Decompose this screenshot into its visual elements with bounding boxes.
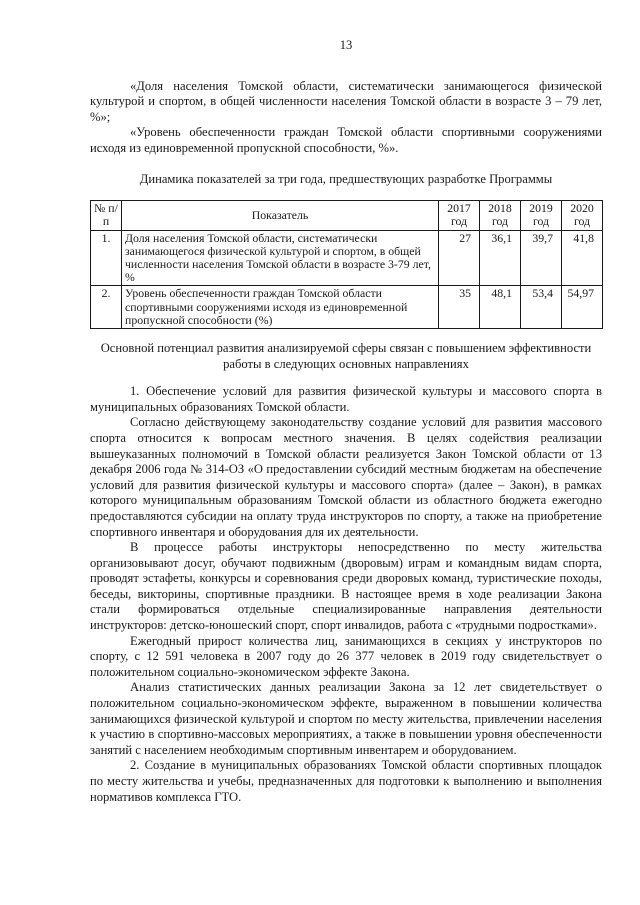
row-2-2018: 48,1 [480, 286, 521, 329]
header-2020: 2020 год [562, 201, 603, 230]
table-row [91, 286, 603, 329]
table-row [91, 230, 603, 286]
header-num: № п/п [91, 201, 122, 230]
paragraph-legislation: Согласно действующему законодательству создание условий для развития массового спорта относится к вопросам местного значения. В целях содействия реализации вышеуказанных полномочий в Томской области реализуется Закон Томской области от 13 декабря 2006 года № 314-ОЗ «О предоставлении субсидий местным бюджетам на обеспечение условий для развития физической культуры и массового спорта» (далее – Закон), в рамках которого муниципальным образованиям Томской области из областного бюджета ежегодно предоставляются субсидии на оплату труда инструкторов по спорту, а также на приобретение спортивного инвентаря и оборудования для их деятельности. [90, 415, 602, 539]
paragraph-statistics-analysis: Анализ статистических данных реализации Закона за 12 лет свидетельствует о положительном социально-экономическом эффекте, выраженном в повышении количества занимающихся физической культурой и спортом по месту жительства, привлечении населения к участию в спортивно-массовых мероприятиях, а также в повышении уровня обеспеченности занятий с населением необходимым спортивным инвентарем и оборудованием. [90, 680, 602, 757]
row-1-indicator: Доля населения Томской области, систематически занимающегося физической культурой и спортом, в общей численности населения Томской области в возрасте 3-79 лет, % [122, 230, 439, 286]
row-1-2019: 39,7 [521, 230, 562, 286]
paragraph-direction-1: 1. Обеспечение условий для развития физической культуры и массового спорта в муниципальных образованиях Томской области. [90, 384, 602, 414]
header-2018: 2018 год [480, 201, 521, 230]
header-2019: 2019 год [521, 201, 562, 230]
paragraph-direction-2: 2. Создание в муниципальных образованиях Томской области спортивных площадок по месту жительства и учебы, предназначенных для подготовки к выполнению и выполнения нормативов комплекса ГТО. [90, 758, 602, 804]
row-1-2018: 36,1 [480, 230, 521, 286]
table-header-row [91, 201, 603, 230]
indicators-table [90, 200, 603, 329]
page-number: 13 [339, 38, 353, 52]
row-2-num: 2. [91, 286, 122, 329]
row-1-num: 1. [91, 230, 122, 286]
header-indicator: Показатель [122, 201, 439, 230]
intro-indicator-1: «Доля населения Томской области, систематически занимающегося физической культурой и спортом, в общей численности населения Томской области в возрасте 3 – 79 лет, %»; [90, 78, 602, 124]
header-2017: 2017 год [439, 201, 480, 230]
row-2-2017: 35 [439, 286, 480, 329]
row-1-2017: 27 [439, 230, 480, 286]
row-2-indicator: Уровень обеспеченности граждан Томской области спортивными сооружениями исходя из единовременной пропускной способности (%) [122, 286, 439, 329]
potential-heading: Основной потенциал развития анализируемой сферы связан с повышением эффективности работы в следующих основных направлениях [100, 340, 592, 371]
row-1-2020: 41,8 [562, 230, 603, 286]
table-caption: Динамика показателей за три года, предшествующих разработке Программы [139, 171, 553, 186]
paragraph-instructors-work: В процессе работы инструкторы непосредственно по месту жительства организовывают досуг, обучают подвижным (дворовым) играм и командным видам спорта, проводят эстафеты, конкурсы и соревнования среди дворовых команд, туристические походы, беседы, викторины, спортивные праздники. В настоящее время в ходе реализации Закона стали формироваться отдельные специализированные направления деятельности инструкторов: детско-юношеский спорт, спорт инвалидов, работа с «трудными подростками». [90, 540, 602, 633]
row-2-2019: 53,4 [521, 286, 562, 329]
spacer [90, 372, 602, 384]
paragraph-annual-growth: Ежегодный прирост количества лиц, занимающихся в секциях у инструкторов по спорту, с 12 591 человека в 2007 году до 26 377 человек в 2019 году свидетельствует о положительном социально-экономическом эффекте Закона. [90, 633, 602, 679]
row-2-2020: 54,97 [562, 286, 603, 329]
intro-indicator-2: «Уровень обеспеченности граждан Томской области спортивными сооружениями исходя из единовременной пропускной способности, %». [90, 125, 602, 155]
